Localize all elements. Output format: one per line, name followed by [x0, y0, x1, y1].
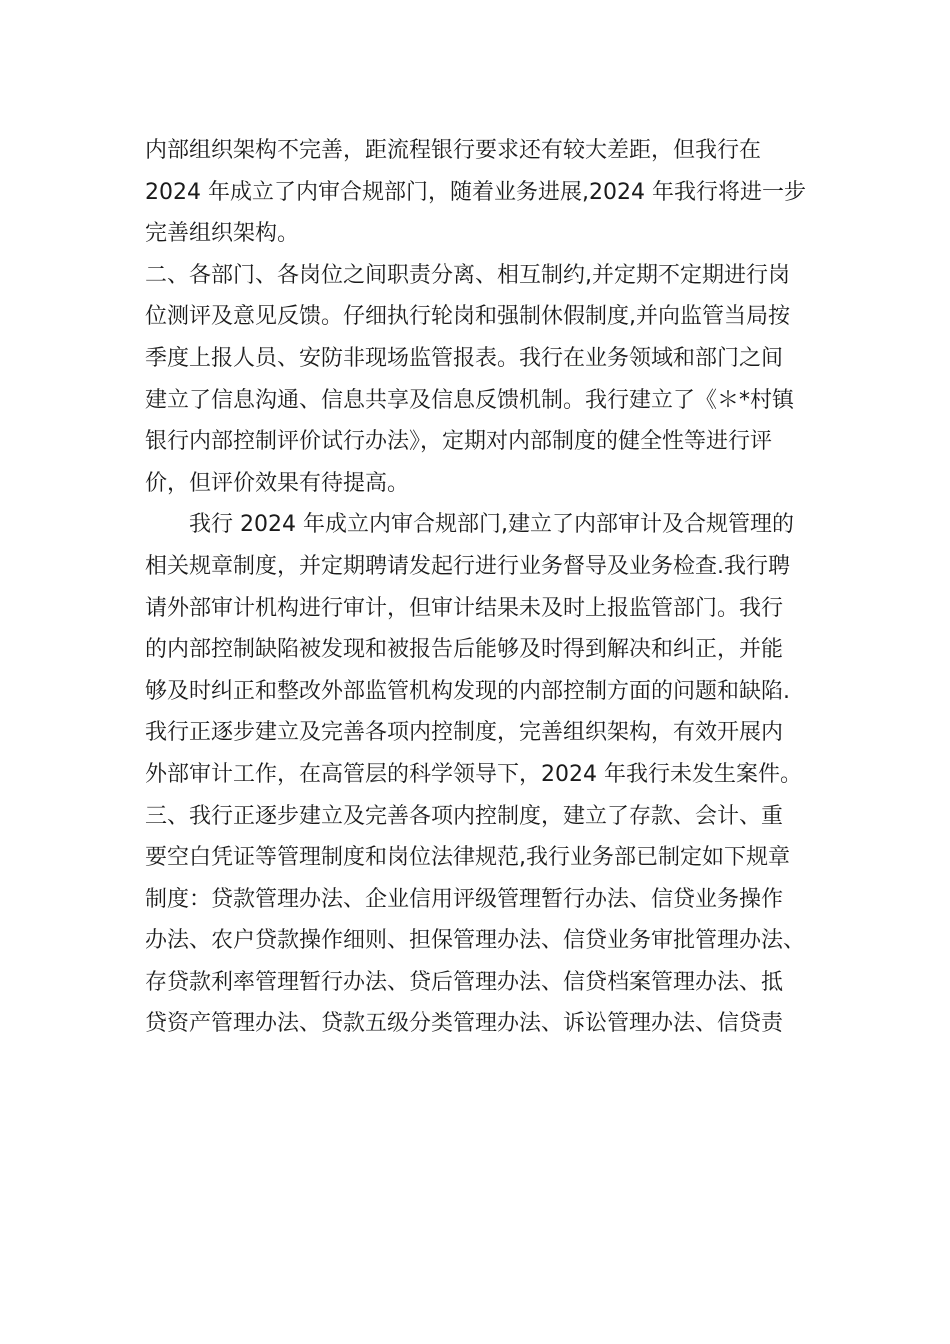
text-line: 位测评及意见反馈。仔细执行轮岗和强制休假制度,并向监管当局按: [145, 304, 790, 330]
text-line: 够及时纠正和整改外部监管机构发现的内部控制方面的问题和缺陷.: [145, 678, 790, 704]
text-line: 我行正逐步建立及完善各项内控制度，完善组织架构，有效开展内: [145, 720, 784, 746]
text-line: 制度：贷款管理办法、企业信用评级管理暂行办法、信贷业务操作: [145, 886, 784, 912]
text-line: 完善组织架构。: [145, 221, 300, 247]
text-line: 三、我行正逐步建立及完善各项内控制度，建立了存款、会计、重: [145, 803, 784, 829]
text-line: 请外部审计机构进行审计，但审计结果未及时上报监管部门。我行: [145, 595, 784, 621]
text-line: 银行内部控制评价试行办法》，定期对内部制度的健全性等进行评: [145, 429, 773, 455]
text-line: 的内部控制缺陷被发现和被报告后能够及时得到解决和纠正，并能: [145, 637, 784, 663]
text-line: 2024 年成立了内审合规部门，随着业务进展,2024 年我行将进一步: [145, 179, 806, 205]
text-line: 办法、农户贷款操作细则、担保管理办法、信贷业务审批管理办法、: [145, 928, 806, 954]
text-line: 建立了信息沟通、信息共享及信息反馈机制。我行建立了《＊*村镇: [145, 387, 795, 413]
text-line: 价，但评价效果有待提高。: [145, 470, 410, 496]
text-line: 二、各部门、各岗位之间职责分离、相互制约,并定期不定期进行岗: [145, 262, 790, 288]
text-line: 贷资产管理办法、贷款五级分类管理办法、诉讼管理办法、信贷责: [145, 1011, 784, 1037]
text-line: 外部审计工作，在高管层的科学领导下，2024 年我行未发生案件。: [145, 761, 802, 787]
text-line: 我行 2024 年成立内审合规部门,建立了内部审计及合规管理的: [189, 512, 794, 538]
body-text: [145, 130, 835, 1045]
text-line: 内部组织架构不完善，距流程银行要求还有较大差距，但我行在: [145, 138, 762, 163]
text-line: 要空白凭证等管理制度和岗位法律规范,我行业务部已制定如下规章: [145, 845, 790, 871]
text-line: 季度上报人员、安防非现场监管报表。我行在业务领域和部门之间: [145, 345, 784, 371]
text-line: 存贷款利率管理暂行办法、贷后管理办法、信贷档案管理办法、抵: [145, 969, 784, 995]
text-line: 相关规章制度，并定期聘请发起行进行业务督导及业务检查.我行聘: [145, 553, 790, 579]
